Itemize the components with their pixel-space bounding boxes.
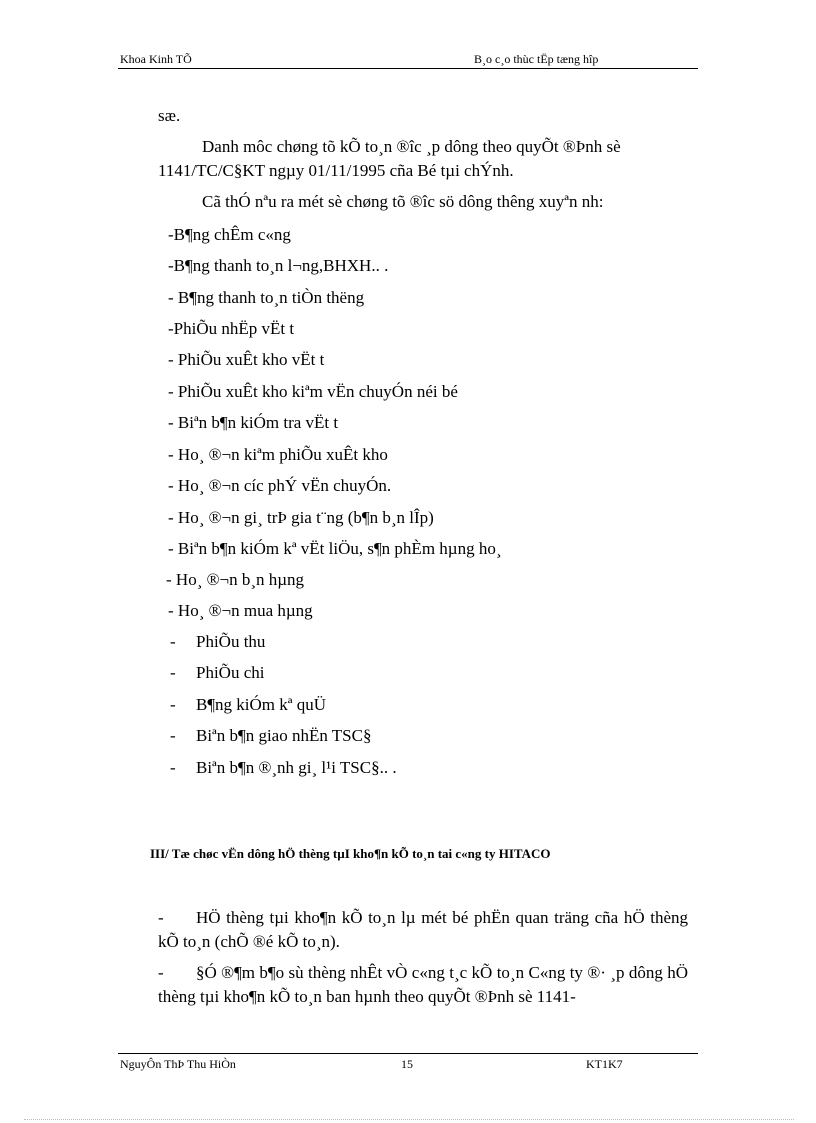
list-item: - Ho¸ ®¬n kiªm phiÕu xuÊt kho xyxy=(168,445,388,464)
section-heading: III/ Tæ chøc vËn dông hÖ thèng tµI kho¶n kÕ to¸n tai c«ng ty HITACO xyxy=(150,846,551,861)
page-edge-divider xyxy=(24,1119,794,1120)
list-item: - Biªn b¶n kiÓm kª vËt liÖu, s¶n phÈm hµng ho¸ xyxy=(168,539,502,558)
list-item: PhiÕu chi xyxy=(196,663,265,682)
list-item: PhiÕu thu xyxy=(196,632,266,651)
para-document-list-line2: 1141/TC/C§KT ngµy 01/11/1995 cña Bé tµi chÝnh. xyxy=(158,161,514,180)
list-item: B¶ng kiÓm kª quÜ xyxy=(196,695,326,714)
footer-class-code: KT1K7 xyxy=(586,1057,623,1071)
para-account-system: HÖ thèng tµi kho¶n kÕ to¸n lµ mét bé phËn quan träng cña hÖ thèng kÕ to¸n (chÕ ®é kÕ to¸n). xyxy=(158,908,688,951)
list-item: -PhiÕu nhËp vËt t xyxy=(168,319,295,338)
header-rule xyxy=(118,68,698,69)
header-department: Khoa Kinh TÕ xyxy=(120,52,192,66)
bullet-dash: - xyxy=(158,908,164,927)
bullet-dash: - xyxy=(170,726,176,745)
para-company-accounts: §Ó ®¶m b¶o sù thèng nhÊt vÒ c«ng t¸c kÕ to¸n C«ng ty ®· ¸p dông hÖ thèng tµi kho¶n kÕ to¸n ban hµnh theo quyÕt ®Þnh sè 1141- xyxy=(158,963,688,1006)
list-item: Biªn b¶n giao nhËn TSC§ xyxy=(196,726,372,745)
bullet-dash: - xyxy=(170,695,176,714)
para-common-documents: Cã thÓ nªu ra mét sè chøng tõ ®îc sö dông thêng xuyªn nh: xyxy=(202,192,604,211)
list-item: - B¶ng thanh to¸n tiÒn thëng xyxy=(168,288,365,307)
list-item: - Ho¸ ®¬n mua hµng xyxy=(168,601,313,620)
footer-author: NguyÔn ThÞ Thu HiÒn xyxy=(120,1057,236,1071)
footer-rule xyxy=(118,1053,698,1054)
list-item: - PhiÕu xuÊt kho vËt t xyxy=(168,350,325,369)
header-report-title: B¸o c¸o thùc tËp tæng hîp xyxy=(474,52,599,66)
para-document-list-line1: Danh môc chøng tõ kÕ to¸n ®îc ¸p dông theo quyÕt ®Þnh sè xyxy=(202,137,621,156)
bullet-dash: - xyxy=(170,758,176,777)
list-item: -B¶ng chÊm c«ng xyxy=(168,225,291,244)
list-item: -B¶ng thanh to¸n l¬ng,BHXH.. . xyxy=(168,256,389,275)
bullet-dash: - xyxy=(158,963,164,982)
list-item: - Ho¸ ®¬n b¸n hµng xyxy=(166,570,305,589)
bullet-dash: - xyxy=(170,663,176,682)
list-item: - Biªn b¶n kiÓm tra vËt t xyxy=(168,413,339,432)
list-item: - PhiÕu xuÊt kho kiªm vËn chuyÓn néi bé xyxy=(168,382,458,401)
line-continuation: sæ. xyxy=(158,106,181,125)
list-item: - Ho¸ ®¬n gi¸ trÞ gia t¨ng (b¶n b¸n lÎp) xyxy=(168,508,434,527)
list-item: - Ho¸ ®¬n cíc phÝ vËn chuyÓn. xyxy=(168,476,392,495)
page-number: 15 xyxy=(401,1057,413,1071)
bullet-dash: - xyxy=(170,632,176,651)
list-item: Biªn b¶n ®¸nh gi¸ l¹i TSC§.. . xyxy=(196,758,397,777)
